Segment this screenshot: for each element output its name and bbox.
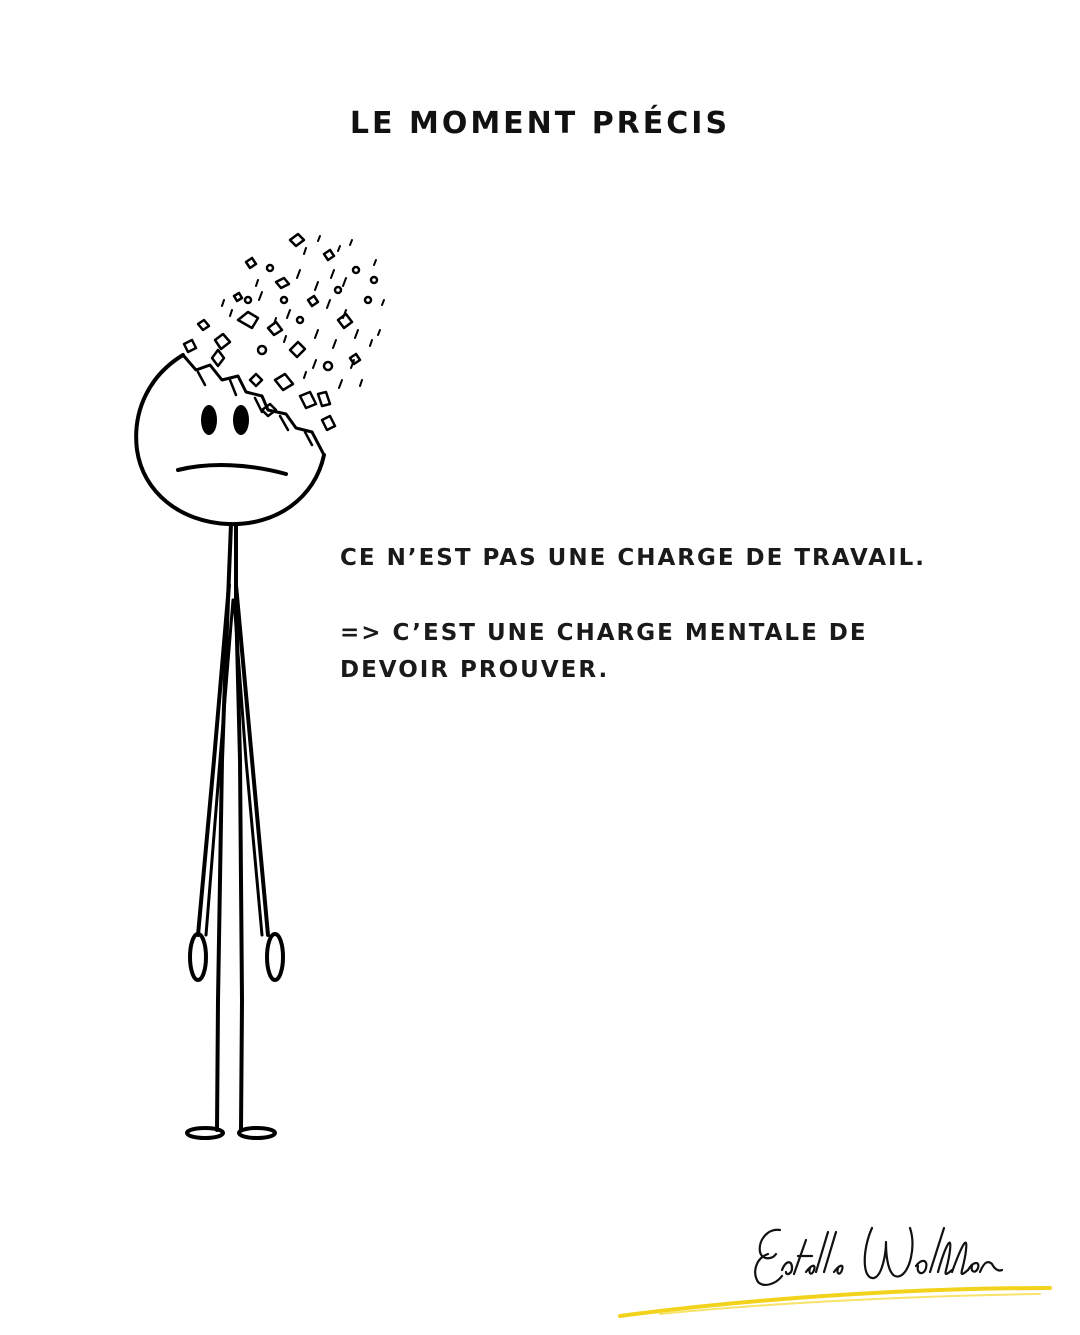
signature-logo	[600, 1210, 1070, 1330]
body-line-left	[217, 524, 231, 1130]
left-foot	[187, 1128, 223, 1138]
head-debris	[184, 234, 377, 430]
statement-block	[340, 540, 1040, 689]
signature-text	[755, 1228, 1002, 1285]
mouth	[178, 465, 286, 474]
right-eye	[233, 405, 249, 435]
right-hand	[267, 934, 283, 980]
right-foot	[239, 1128, 275, 1138]
statement-line-1: CE N’EST PAS UNE CHARGE DE TRAVAIL.	[340, 545, 926, 571]
head-crack-edge	[183, 355, 324, 455]
left-arm	[198, 585, 229, 935]
left-eye	[201, 405, 217, 435]
statement-line-2: => C’EST UNE CHARGE MENTALE DE DEVOIR PROUVER.	[340, 620, 868, 683]
left-hand	[190, 934, 206, 980]
page-title: LE MOMENT PRÉCIS	[349, 106, 731, 141]
